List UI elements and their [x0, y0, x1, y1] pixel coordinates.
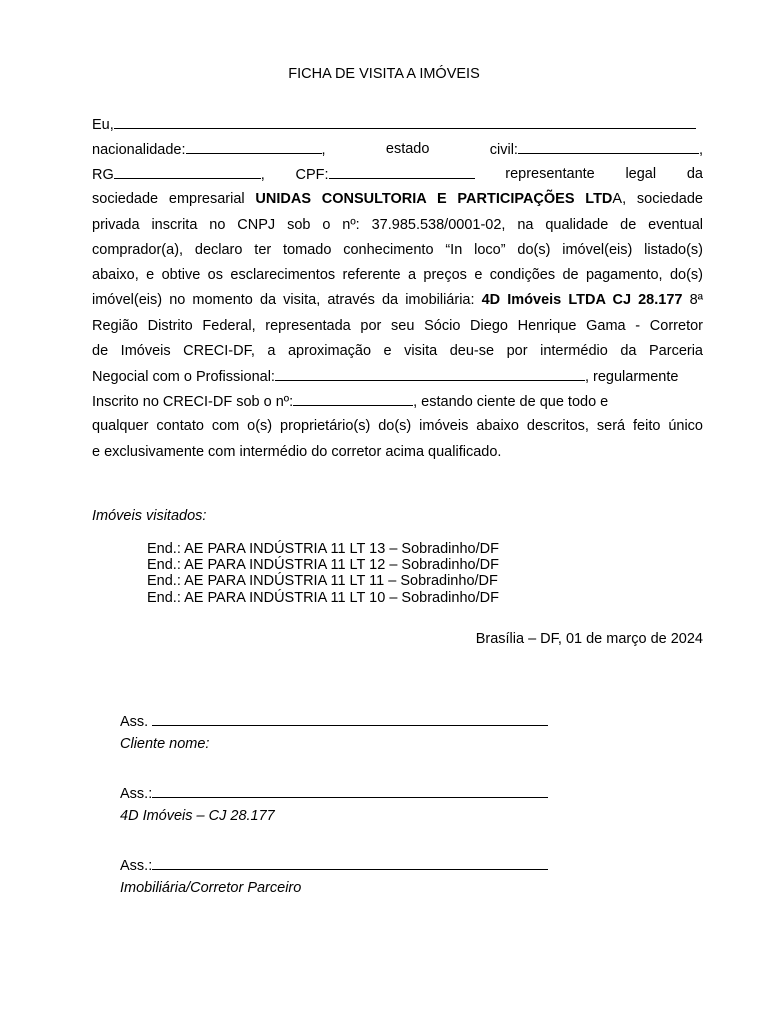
address-item: End.: AE PARA INDÚSTRIA 11 LT 11 – Sobradinho/DF: [147, 573, 498, 589]
signature-prefix: Ass.: [120, 714, 153, 730]
signature-line: [152, 856, 548, 870]
cpf-blank: [329, 165, 475, 179]
signature-4d: [120, 784, 548, 802]
rg-label: RG: [92, 167, 114, 183]
signature-label: Imobiliária/Corretor Parceiro: [120, 880, 302, 896]
eu-label: Eu,: [92, 117, 114, 133]
rg-blank: [114, 165, 261, 179]
line-contato: qualquer contato com o(s) proprietário(s) do(s) imóveis abaixo descritos, será feito único: [92, 418, 703, 434]
line-imobiliaria: [92, 291, 703, 309]
line-exclusivamente: e exclusivamente com intermédio do corretor acima qualificado.: [92, 444, 502, 460]
document-title: FICHA DE VISITA A IMÓVEIS: [288, 66, 480, 82]
address-item: End.: AE PARA INDÚSTRIA 11 LT 10 – Sobradinho/DF: [147, 590, 499, 606]
signature-line: [152, 784, 548, 798]
line-esclarecimentos: abaixo, e obtive os esclarecimentos referente a preços e condições de pagamento, do(s): [92, 267, 703, 283]
line-creci: de Imóveis CRECI-DF, a aproximação e visita deu-se por intermédio da Parceria: [92, 343, 703, 359]
address-item: End.: AE PARA INDÚSTRIA 11 LT 13 – Sobradinho/DF: [147, 541, 499, 557]
line-eu: [92, 115, 703, 134]
line-comprador: comprador(a), declaro ter tomado conhecimento “In loco” do(s) imóvel(eis) listado(s): [92, 242, 703, 258]
estado-civil-blank: [518, 140, 699, 154]
name-blank: [114, 115, 696, 129]
company-pre: sociedade empresarial: [92, 191, 256, 207]
signature-line: [152, 712, 548, 726]
imobiliaria-pre: imóvel(eis) no momento da visita, através da imobiliária:: [92, 292, 482, 308]
address-item: End.: AE PARA INDÚSTRIA 11 LT 12 – Sobradinho/DF: [147, 557, 499, 573]
creci-blank: [293, 392, 413, 406]
line-cnpj: privada inscrita no CNPJ sob o nº: 37.985.538/0001-02, na qualidade de eventual: [92, 217, 703, 233]
imobiliaria-name: 4D Imóveis LTDA CJ 28.177: [481, 292, 683, 308]
signature-prefix: Ass.:: [120, 858, 153, 874]
date-location: Brasília – DF, 01 de março de 2024: [475, 631, 703, 647]
profissional-post: , regularmente: [584, 369, 679, 385]
line-regiao: Região Distrito Federal, representada por seu Sócio Diego Henrique Gama - Corretor: [92, 318, 703, 334]
creci-post: , estando ciente de que todo e: [413, 394, 609, 410]
signature-label: 4D Imóveis – CJ 28.177: [120, 808, 275, 824]
signature-label: Cliente nome:: [120, 736, 210, 752]
line-creci-numero: [92, 392, 703, 411]
line-nacionalidade: nacionalidade: , estado civil: ,: [92, 141, 703, 158]
line-profissional: [92, 367, 703, 386]
cpf-label: CPF:: [295, 167, 329, 183]
da-word: da: [686, 166, 703, 182]
signature-partner: [120, 856, 548, 874]
signature-prefix: Ass.:: [120, 786, 153, 802]
imobiliaria-post: 8ª: [682, 292, 703, 308]
legal-word: legal: [625, 166, 657, 182]
company-post: A, sociedade: [612, 191, 703, 207]
profissional-blank: [275, 367, 585, 381]
company-name: UNIDAS CONSULTORIA E PARTICIPAÇÕES LTD: [255, 191, 613, 207]
nacionalidade-label: nacionalidade:: [92, 142, 186, 158]
nacionalidade-blank: [186, 140, 322, 154]
profissional-label: Negocial com o Profissional:: [92, 369, 275, 385]
creci-label: Inscrito no CRECI-DF sob o nº:: [92, 394, 294, 410]
estado-label: estado: [385, 141, 430, 157]
signature-client: [120, 712, 548, 730]
line-company: [92, 190, 703, 208]
representante-word: representante: [505, 166, 595, 182]
imoveis-visitados-label: Imóveis visitados:: [92, 508, 207, 524]
line-rg-cpf: RG , CPF: representante legal da: [92, 166, 703, 183]
civil-label: civil:: [489, 142, 518, 158]
